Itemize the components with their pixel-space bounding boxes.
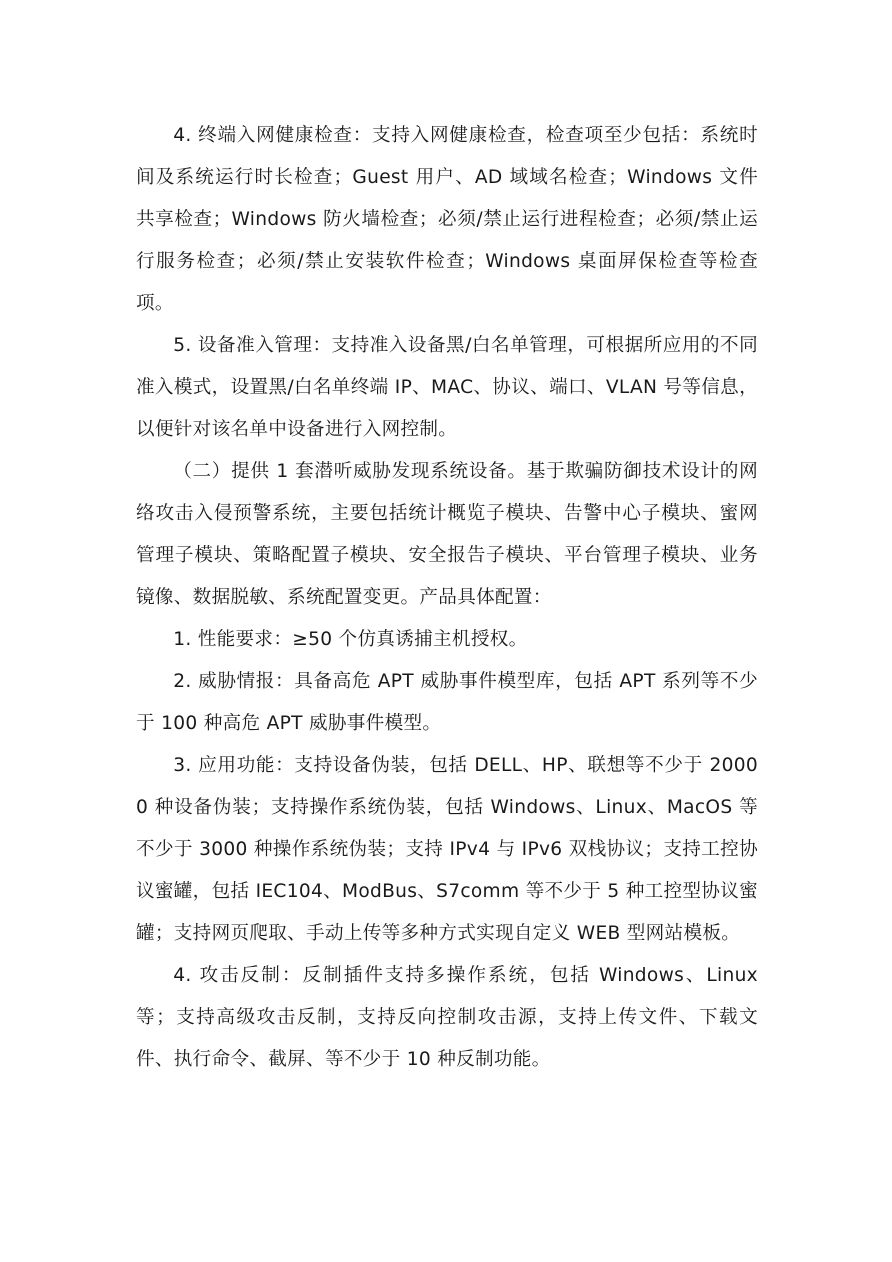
paragraph-terminal-health-check: 4. 终端入网健康检查：支持入网健康检查，检查项至少包括：系统时间及系统运行时长检查；Guest 用户、AD 域域名检查；Windows 文件共享检查；Windows 防火墙检查；必须/禁止运行进程检查；必须/禁止运行服务检查；必须/禁止安装软件检查；Windows 桌面屏保检查等检查项。 [136,125,758,314]
paragraph-threat-discovery-system: （二）提供 1 套潜听威胁发现系统设备。基于欺骗防御技术设计的网络攻击入侵预警系统，主要包括统计概览子模块、告警中心子模块、蜜网管理子模块、策略配置子模块、安全报告子模块、平台管理子模块、业务镜像、数据脱敏、系统配置变更。产品具体配置： [136,461,758,608]
paragraph-attack-countermeasure: 4. 攻击反制：反制插件支持多操作系统，包括 Windows、Linux 等；支持高级攻击反制，支持反向控制攻击源，支持上传文件、下载文件、执行命令、截屏、等不少于 10 种反制功能。 [136,965,758,1070]
document-body [136,115,758,1081]
paragraph-application-functions: 3. 应用功能：支持设备伪装，包括 DELL、HP、联想等不少于 20000 种设备伪装；支持操作系统伪装，包括 Windows、Linux、MacOS 等不少于 3000 种操作系统伪装；支持 IPv4 与 IPv6 双栈协议；支持工控协议蜜罐，包括 IEC104、ModBus、S7comm 等不少于 5 种工控型协议蜜罐；支持网页爬取、手动上传等多种方式实现自定义 WEB 型网站模板。 [136,755,758,944]
paragraph-performance-requirement: 1. 性能要求：≥50 个仿真诱捕主机授权。 [173,629,528,650]
paragraph-device-access-management: 5. 设备准入管理：支持准入设备黑/白名单管理，可根据所应用的不同准入模式，设置黑/白名单终端 IP、MAC、协议、端口、VLAN 号等信息，以便针对该名单中设备进行入网控制。 [136,335,758,440]
paragraph-threat-intelligence: 2. 威胁情报：具备高危 APT 威胁事件模型库，包括 APT 系列等不少于 100 种高危 APT 威胁事件模型。 [136,671,758,734]
